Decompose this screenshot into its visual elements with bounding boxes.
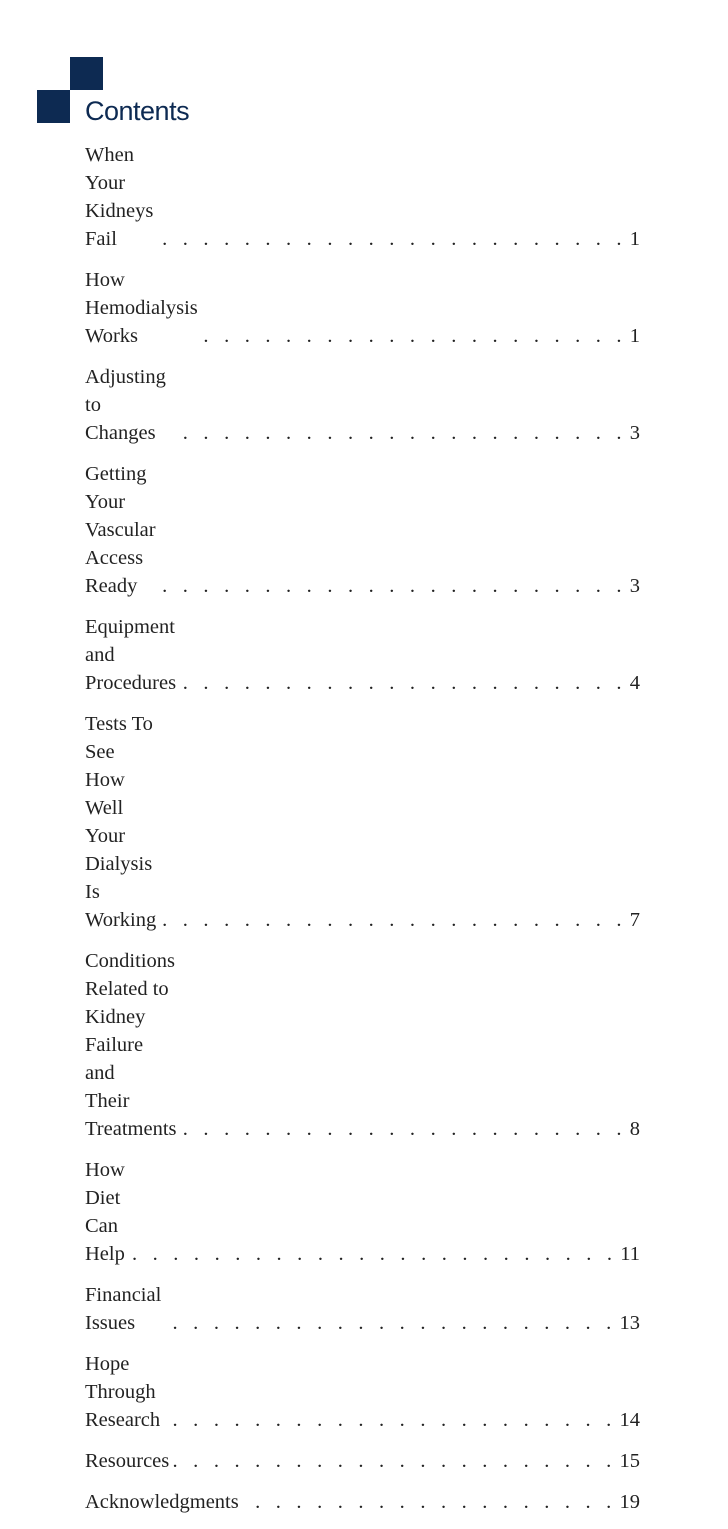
toc-leader-dots xyxy=(176,1115,629,1143)
toc-leader-dots xyxy=(239,1488,620,1516)
toc-entry-title: Financial Issues xyxy=(85,1284,162,1334)
toc-leader-dots xyxy=(166,419,630,447)
toc-leader-dots xyxy=(161,1309,619,1337)
toc-leader-dots xyxy=(160,1406,619,1434)
toc-entry-title: Adjusting to Changes xyxy=(85,366,166,444)
toc-leader-dots xyxy=(156,572,630,600)
toc-page-number: 15 xyxy=(619,1450,640,1472)
table-of-contents xyxy=(85,141,640,1529)
toc-page-number: 11 xyxy=(620,1243,640,1265)
toc-leader-dots xyxy=(169,1447,619,1475)
toc-page-number: 3 xyxy=(629,575,640,597)
toc-entry-title: Tests To See How Well Your Dialysis Is Working xyxy=(85,713,157,931)
toc-entry-title: Hope Through Research xyxy=(85,1353,161,1431)
toc-entry[interactable] xyxy=(85,947,640,1143)
toc-entry-title: When Your Kidneys Fail xyxy=(85,144,154,250)
toc-entry[interactable] xyxy=(85,460,640,600)
toc-page-number: 19 xyxy=(619,1491,640,1513)
toc-page-number: 1 xyxy=(629,228,640,250)
toc-entry[interactable] xyxy=(85,266,640,350)
toc-entry[interactable] xyxy=(85,141,640,253)
corner-square-left xyxy=(37,90,70,123)
toc-page-number: 1 xyxy=(629,325,640,347)
toc-page-number: 13 xyxy=(619,1312,640,1334)
page-title: Contents xyxy=(85,96,190,126)
toc-page-number: 14 xyxy=(619,1409,640,1431)
toc-leader-dots xyxy=(125,1240,620,1268)
toc-entry[interactable] xyxy=(85,1447,640,1475)
toc-page-number: 8 xyxy=(629,1118,640,1140)
toc-entry[interactable] xyxy=(85,613,640,697)
toc-page-number: 7 xyxy=(629,909,640,931)
toc-entry[interactable] xyxy=(85,1350,640,1434)
toc-leader-dots xyxy=(198,322,630,350)
toc-entry[interactable] xyxy=(85,363,640,447)
toc-page-number: 4 xyxy=(629,672,640,694)
toc-entry-title: Getting Your Vascular Access Ready xyxy=(85,463,156,597)
toc-entry-title: Equipment and Procedures xyxy=(85,616,177,694)
toc-leader-dots xyxy=(176,669,630,697)
toc-entry-title: Resources xyxy=(85,1450,170,1472)
toc-entry-title: Conditions Related to Kidney Failure and Their Treatments xyxy=(85,950,177,1140)
corner-square-top xyxy=(70,57,103,90)
toc-entry[interactable] xyxy=(85,710,640,934)
toc-entry-title: How Diet Can Help xyxy=(85,1159,125,1265)
toc-entry[interactable] xyxy=(85,1488,640,1516)
toc-entry-title: How Hemodialysis Works xyxy=(85,269,198,347)
toc-entry[interactable] xyxy=(85,1281,640,1337)
toc-page-number: 3 xyxy=(629,422,640,444)
toc-entry[interactable] xyxy=(85,1156,640,1268)
toc-leader-dots xyxy=(156,906,630,934)
toc-entry-title: Acknowledgments xyxy=(85,1491,239,1513)
toc-leader-dots xyxy=(153,225,629,253)
